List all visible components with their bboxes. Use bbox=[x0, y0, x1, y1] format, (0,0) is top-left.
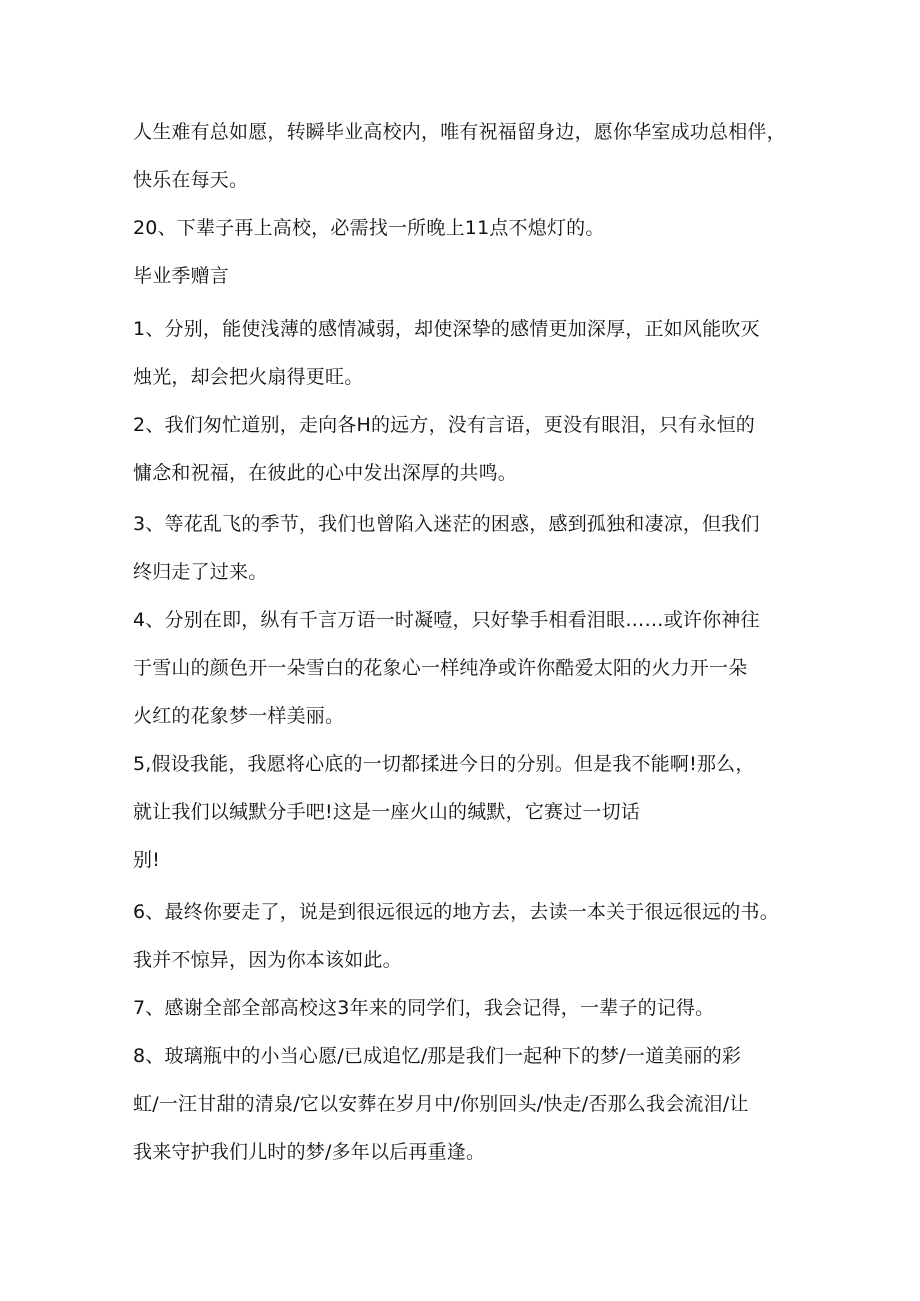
text-line: 快乐在每天。 bbox=[133, 169, 249, 191]
text-line: 烛光，却会把火扇得更旺。 bbox=[133, 366, 364, 388]
text-line: 人生难有总如愿，转瞬毕业高校内，唯有祝福留身边，愿你华室成功总相伴， bbox=[133, 121, 786, 143]
text-line: 火红的花象梦一样美丽。 bbox=[133, 705, 345, 727]
text-line: 我来守护我们儿时的梦/多年以后再重逢。 bbox=[133, 1141, 486, 1163]
text-line: 8、玻璃瓶中的小当心愿/已成追忆/那是我们一起种下的梦/一道美丽的彩 bbox=[133, 1045, 742, 1067]
text-line: 1、分别，能使浅薄的感情减弱，却使深挚的感情更加深厚，正如风能吹灭 bbox=[133, 318, 760, 340]
text-line: 20、下辈子再上高校，必需找一所晚上11点不熄灯的。 bbox=[133, 217, 605, 239]
text-line: 4、分别在即，纵有千言万语一时凝噎，只好挚手相看泪眼……或许你神往 bbox=[133, 609, 760, 631]
text-line: 虹/一汪甘甜的清泉/它以安葬在岁月中/你别回头/快走/否那么我会流泪/让 bbox=[133, 1093, 749, 1115]
text-line: 别! bbox=[133, 849, 161, 871]
section-heading: 毕业季赠言 bbox=[133, 265, 230, 287]
text-line: 6、最终你要走了，说是到很远很远的地方去，去读一本关于很远很远的书。 bbox=[133, 901, 779, 923]
text-line: 终归走了过来。 bbox=[133, 561, 268, 583]
text-line: 就让我们以缄默分手吧!这是一座火山的缄默，它赛过一切话 bbox=[133, 801, 641, 823]
text-line: 我并不惊异，因为你本该如此。 bbox=[133, 949, 402, 971]
text-line: 3、等花乱飞的季节，我们也曾陷入迷茫的困惑，感到孤独和凄凉，但我们 bbox=[133, 513, 760, 535]
text-line: 慵念和祝福，在彼此的心中发出深厚的共鸣。 bbox=[133, 462, 518, 484]
text-line: 2、我们匆忙道别，走向各H的远方，没有言语，更没有眼泪，只有永恒的 bbox=[133, 414, 755, 436]
text-line: 5,假设我能，我愿将心底的一切都揉进今日的分别。但是我不能啊!那么， bbox=[133, 753, 755, 775]
text-line: 7、感谢全部全部高校这3年来的同学们，我会记得，一辈子的记得。 bbox=[133, 997, 715, 1019]
text-line: 于雪山的颜色开一朵雪白的花象心一样纯净或许你酷爱太阳的火力开一朵 bbox=[133, 657, 748, 679]
